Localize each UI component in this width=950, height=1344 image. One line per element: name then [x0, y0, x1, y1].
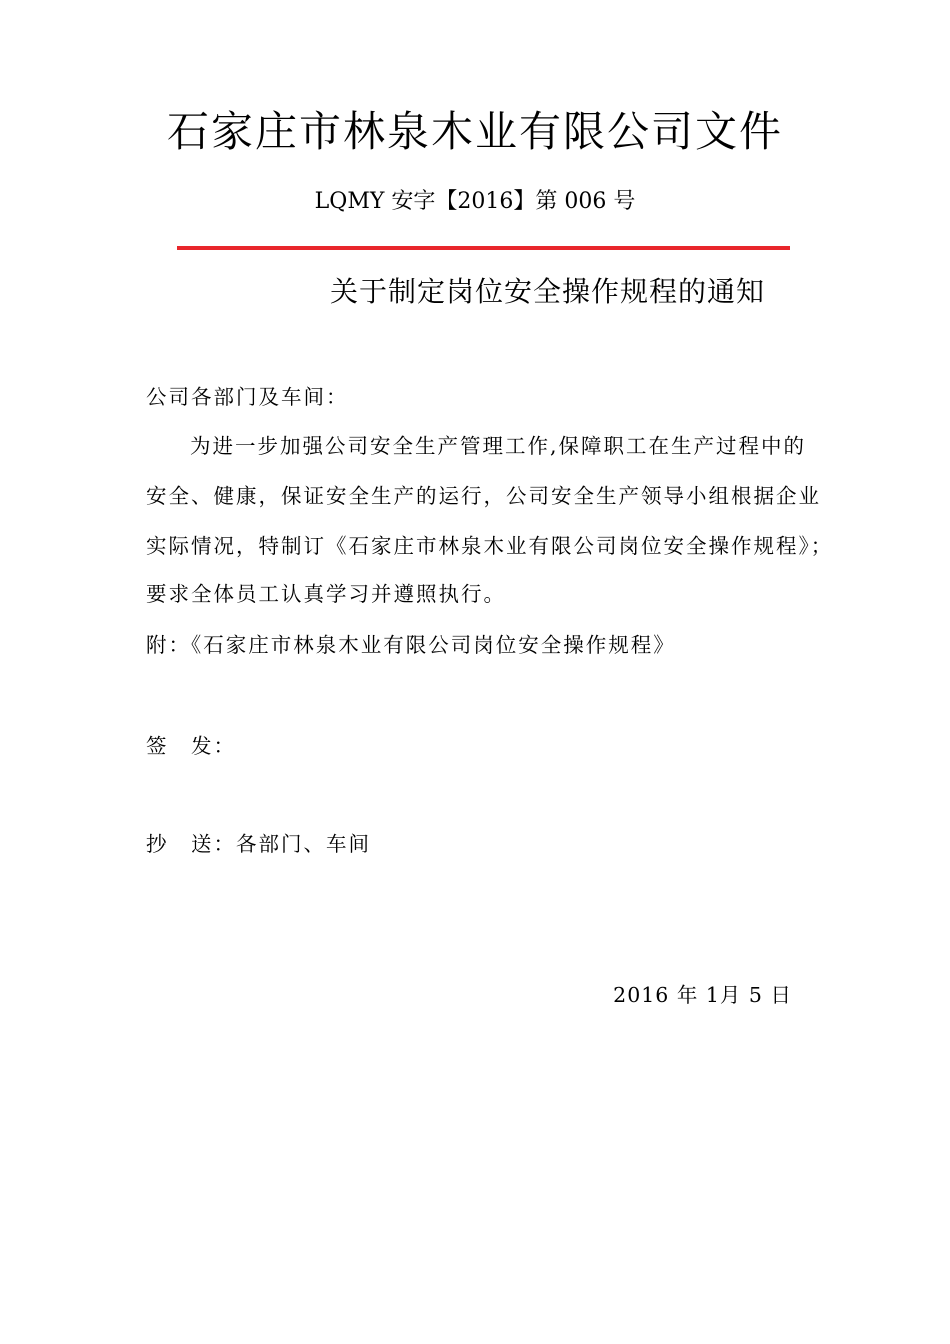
- attachment-line: 附：《石家庄市林泉木业有限公司岗位安全操作规程》: [146, 633, 676, 657]
- document-number: LQMY 安字【2016】第 006 号: [314, 189, 636, 214]
- red-header-rule: [177, 246, 790, 250]
- body-line-3: 实际情况，特制订《石家庄市林泉木业有限公司岗位安全操作规程》；: [146, 534, 834, 558]
- issue-date: 2016 年 1月 5 日: [613, 983, 792, 1007]
- notice-subject: 关于制定岗位安全操作规程的通知: [330, 275, 766, 308]
- cc-line: 抄 送：各部门、车间: [146, 832, 371, 856]
- body-line-2: 安全、健康，保证安全生产的运行，公司安全生产领导小组根据企业: [146, 484, 821, 508]
- body-line-1: 为进一步加强公司安全生产管理工作,保障职工在生产过程中的: [190, 434, 807, 458]
- salutation: 公司各部门及车间：: [146, 385, 349, 409]
- document-title: 石家庄市林泉木业有限公司文件: [166, 107, 783, 156]
- signer-line: 签 发：: [146, 734, 236, 758]
- body-line-4: 要求全体员工认真学习并遵照执行。: [146, 582, 506, 606]
